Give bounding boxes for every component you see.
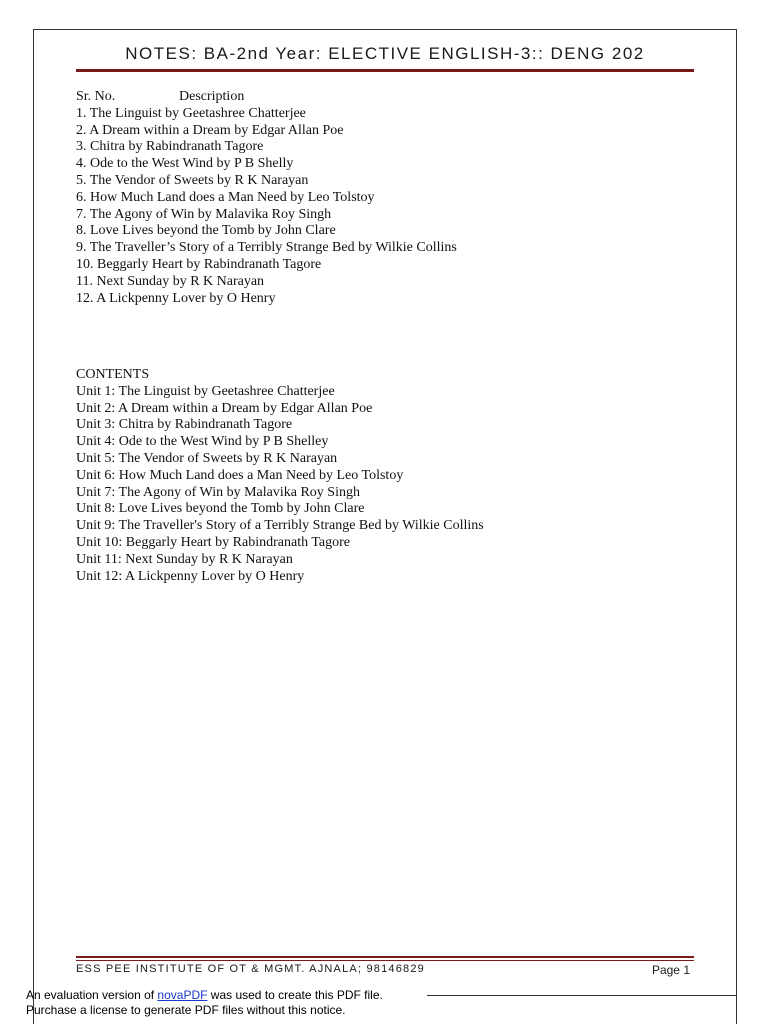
notice-line-1 [26,988,383,1003]
contents-unit: Unit 7: The Agony of Win by Malavika Roy Singh [76,484,360,500]
contents-unit: Unit 6: How Much Land does a Man Need by Leo Tolstoy [76,467,404,483]
list-item: 7. The Agony of Win by Malavika Roy Singh [76,206,332,222]
contents-heading: CONTENTS [76,367,150,382]
list-item: 1. The Linguist by Geetashree Chatterjee [76,105,306,121]
list-item: 4. Ode to the West Wind by P B Shelly [76,156,294,172]
column-header-srno: Sr. No. [76,89,116,104]
notice-line-2: Purchase a license to generate PDF files without this notice. [26,1002,346,1017]
notice-suffix: was used to create this PDF file. [207,988,383,1002]
contents-unit: Unit 10: Beggarly Heart by Rabindranath Tagore [76,534,351,550]
contents-unit: Unit 1: The Linguist by Geetashree Chatterjee [76,383,335,399]
list-item: 6. How Much Land does a Man Need by Leo Tolstoy [76,189,375,205]
contents-unit: Unit 3: Chitra by Rabindranath Tagore [76,417,293,433]
contents-unit: Unit 2: A Dream within a Dream by Edgar Allan Poe [76,400,373,416]
page-title: NOTES: BA-2nd Year: ELECTIVE ENGLISH-3:: DENG 202 [125,44,645,63]
notice-rule [427,995,737,996]
list-item: 8. Love Lives beyond the Tomb by John Clare [76,223,336,239]
syllabus-list [76,89,676,307]
novapdf-link[interactable]: novaPDF [157,988,208,1002]
contents-unit: Unit 4: Ode to the West Wind by P B Shelley [76,434,329,450]
contents-unit: Unit 5: The Vendor of Sweets by R K Narayan [76,450,338,466]
list-item: 3. Chitra by Rabindranath Tagore [76,139,264,155]
column-header-description: Description [179,89,245,104]
contents-unit: Unit 11: Next Sunday by R K Narayan [76,551,293,567]
footer-rule [76,956,694,958]
list-item: 12. A Lickpenny Lover by O Henry [76,290,276,306]
footer-rule-thin [76,960,694,961]
contents-unit: Unit 8: Love Lives beyond the Tomb by John Clare [76,501,365,517]
notice-prefix: An evaluation version of [26,988,158,1002]
contents-unit: Unit 12: A Lickpenny Lover by O Henry [76,568,305,584]
header-rule [76,69,694,72]
contents-section [76,367,676,585]
contents-unit: Unit 9: The Traveller's Story of a Terribly Strange Bed by Wilkie Collins [76,518,484,534]
page-number: Page 1 [651,963,690,977]
list-item: 10. Beggarly Heart by Rabindranath Tagore [76,256,322,272]
list-item: 5. The Vendor of Sweets by R K Narayan [76,172,309,188]
list-header [76,89,676,106]
list-item: 9. The Traveller’s Story of a Terribly Strange Bed by Wilkie Collins [76,240,457,256]
list-item: 11. Next Sunday by R K Narayan [76,273,265,289]
list-item: 2. A Dream within a Dream by Edgar Allan Poe [76,122,344,138]
evaluation-notice [26,988,383,1017]
footer-institute: ESS PEE INSTITUTE OF OT & MGMT. AJNALA; 98146829 [76,963,425,975]
